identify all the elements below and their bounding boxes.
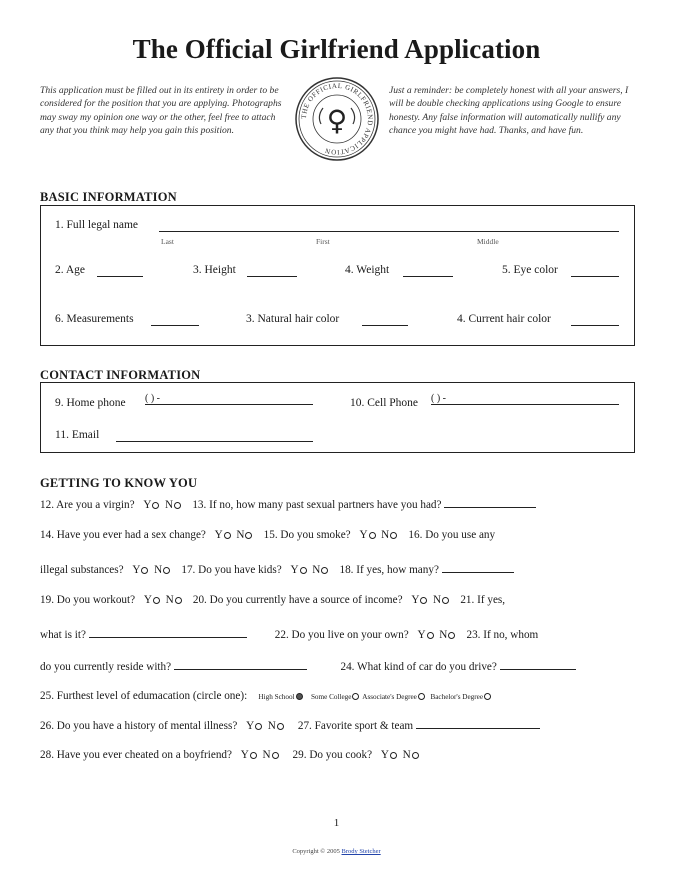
- full-name-label: 1. Full legal name: [55, 219, 139, 231]
- edu-some-college-circle[interactable]: [352, 693, 359, 700]
- basic-info-title: BASIC INFORMATION: [40, 190, 177, 204]
- cell-phone-label: 10. Cell Phone: [350, 397, 419, 409]
- q15-yes-circle[interactable]: [369, 532, 376, 539]
- getting-to-know-title: GETTING TO KNOW YOU: [40, 476, 198, 490]
- female-symbol-icon: ♀: [326, 104, 348, 137]
- q16-no-circle[interactable]: [163, 567, 170, 574]
- eye-color-label: 5. Eye color: [502, 264, 558, 276]
- q26-label: 26. Do you have a history of mental illness?: [40, 720, 238, 732]
- question-row-21b-23: what is it? 22. Do you live on your own? Y N 23. If no, whom: [40, 629, 539, 641]
- q13-label: 13. If no, how many past sexual partners have you had?: [192, 499, 442, 511]
- contact-info-box: [40, 382, 635, 453]
- q17-label: 17. Do you have kids?: [181, 564, 282, 576]
- q21-field[interactable]: [89, 627, 247, 638]
- q12-no-circle[interactable]: [174, 502, 181, 509]
- edu-bachelor-label: Bachelor's Degree: [430, 693, 484, 701]
- q19-yes-circle[interactable]: [153, 597, 160, 604]
- q16-yes-circle[interactable]: [141, 567, 148, 574]
- q29-yes-circle[interactable]: [390, 752, 397, 759]
- question-row-12-13: 12. Are you a virgin? Y N 13. If no, how many past sexual partners have you had?: [40, 497, 536, 511]
- natural-hair-field[interactable]: [362, 315, 408, 326]
- email-label: 11. Email: [55, 429, 100, 441]
- q20-yes-circle[interactable]: [420, 597, 427, 604]
- weight-field[interactable]: [403, 266, 453, 277]
- contact-info-title: CONTACT INFORMATION: [40, 368, 201, 382]
- q28-yes-circle[interactable]: [250, 752, 257, 759]
- copyright-footer: [0, 848, 673, 855]
- q19-label: 19. Do you workout?: [40, 594, 136, 606]
- q14-yes-circle[interactable]: [224, 532, 231, 539]
- copyright-author-link[interactable]: Brody Stetcher: [341, 848, 381, 855]
- basic-info-box: [40, 205, 635, 346]
- q22-label: 22. Do you live on your own?: [274, 629, 409, 641]
- question-row-28-29: 28. Have you ever cheated on a boyfriend? Y N 29. Do you cook? Y N: [40, 749, 419, 761]
- middle-sublabel: Middle: [477, 237, 499, 246]
- email-field[interactable]: [116, 431, 313, 442]
- copyright-text: Copyright © 2005: [292, 848, 340, 855]
- q22-yes-circle[interactable]: [427, 632, 434, 639]
- q23-field[interactable]: [174, 659, 307, 670]
- measurements-field[interactable]: [151, 315, 199, 326]
- q15-no-circle[interactable]: [390, 532, 397, 539]
- measurements-label: 6. Measurements: [55, 313, 134, 325]
- first-sublabel: First: [316, 237, 330, 246]
- current-hair-field[interactable]: [571, 315, 619, 326]
- natural-hair-label: 3. Natural hair color: [246, 313, 340, 325]
- height-label: 3. Height: [193, 264, 236, 276]
- q20-no-circle[interactable]: [442, 597, 449, 604]
- q23-label: 23. If no, whom: [466, 629, 539, 641]
- q12-yes-circle[interactable]: [152, 502, 159, 509]
- full-name-field[interactable]: [159, 221, 619, 232]
- weight-label: 4. Weight: [345, 264, 390, 276]
- page-number: 1: [333, 817, 340, 829]
- q17-no-circle[interactable]: [321, 567, 328, 574]
- q14-no-circle[interactable]: [245, 532, 252, 539]
- q29-label: 29. Do you cook?: [292, 749, 373, 761]
- q18-label: 18. If yes, how many?: [339, 564, 439, 576]
- question-row-16b-18: illegal substances? Y N 17. Do you have kids? Y N 18. If yes, how many?: [40, 562, 514, 576]
- age-label: 2. Age: [55, 264, 86, 276]
- question-row-23b-24: [40, 659, 576, 673]
- q21-label: 21. If yes,: [460, 594, 506, 606]
- q16b-label: illegal substances?: [40, 564, 124, 576]
- current-hair-label: 4. Current hair color: [457, 313, 551, 325]
- q19-no-circle[interactable]: [175, 597, 182, 604]
- seal-logo: [294, 76, 380, 162]
- question-row-26-27: 26. Do you have a history of mental illness? Y N 27. Favorite sport & team: [40, 718, 540, 732]
- home-phone-field[interactable]: ( ) -: [145, 393, 313, 405]
- q16-label: 16. Do you use any: [408, 529, 496, 541]
- q21b-label: what is it?: [40, 629, 86, 641]
- edu-bachelor-circle[interactable]: [484, 693, 491, 700]
- intro-right-text: Just a reminder: be completely honest with all your answers, I will be double checking applications using Google to ensure honesty. Any false information will automatically nullify any chance you might have had. Thanks, and have fun.: [389, 85, 629, 137]
- q27-field[interactable]: [416, 718, 540, 729]
- q22-no-circle[interactable]: [448, 632, 455, 639]
- q24-field[interactable]: [500, 659, 576, 670]
- q25-label: 25. Furthest level of edumacation (circle one):: [40, 690, 248, 702]
- page-title: The Official Girlfriend Application: [132, 34, 541, 64]
- edu-associate-circle[interactable]: [418, 693, 425, 700]
- cell-phone-field[interactable]: ( ) -: [431, 393, 619, 405]
- q20-label: 20. Do you currently have a source of income?: [192, 594, 403, 606]
- last-sublabel: Last: [161, 237, 174, 246]
- edu-some-college-label: Some College: [310, 693, 352, 701]
- age-field[interactable]: [97, 266, 143, 277]
- question-row-25: [40, 690, 491, 702]
- q26-yes-circle[interactable]: [255, 723, 262, 730]
- q27-label: 27. Favorite sport & team: [297, 720, 414, 732]
- q15-label: 15. Do you smoke?: [263, 529, 351, 541]
- question-row-19-21: 19. Do you workout? Y N 20. Do you currently have a source of income? Y N 21. If yes,: [40, 594, 506, 606]
- q18-field[interactable]: [442, 562, 514, 573]
- q12-label: 12. Are you a virgin?: [40, 499, 135, 511]
- q17-yes-circle[interactable]: [300, 567, 307, 574]
- q24-label: 24. What kind of car do you drive?: [340, 661, 497, 673]
- q13-field[interactable]: [444, 497, 536, 508]
- q28-label: 28. Have you ever cheated on a boyfriend?: [40, 749, 232, 761]
- height-field[interactable]: [247, 266, 297, 277]
- q26-no-circle[interactable]: [277, 723, 284, 730]
- seal-text: THE OFFICIAL GIRLFRIEND APPLICATION: [299, 81, 375, 157]
- intro-left-text: This application must be filled out in its entirety in order to be considered for the position that you are applying. Photographs may sway my opinion one way or the other, feel free to attach any that you think may help you gain this position.: [40, 85, 282, 137]
- q14-label: 14. Have you ever had a sex change?: [40, 529, 206, 541]
- question-row-14-16: 14. Have you ever had a sex change? Y N 15. Do you smoke? Y N 16. Do you use any: [40, 529, 496, 541]
- q28-no-circle[interactable]: [272, 752, 279, 759]
- q29-no-circle[interactable]: [412, 752, 419, 759]
- home-phone-label: 9. Home phone: [55, 397, 126, 409]
- q23b-label: do you currently reside with?: [40, 661, 172, 673]
- edu-high-school-circle[interactable]: [296, 693, 303, 700]
- edu-associate-label: Associate's Degree: [362, 693, 417, 701]
- edu-high-school-label: High School: [258, 693, 295, 701]
- eye-color-field[interactable]: [571, 266, 619, 277]
